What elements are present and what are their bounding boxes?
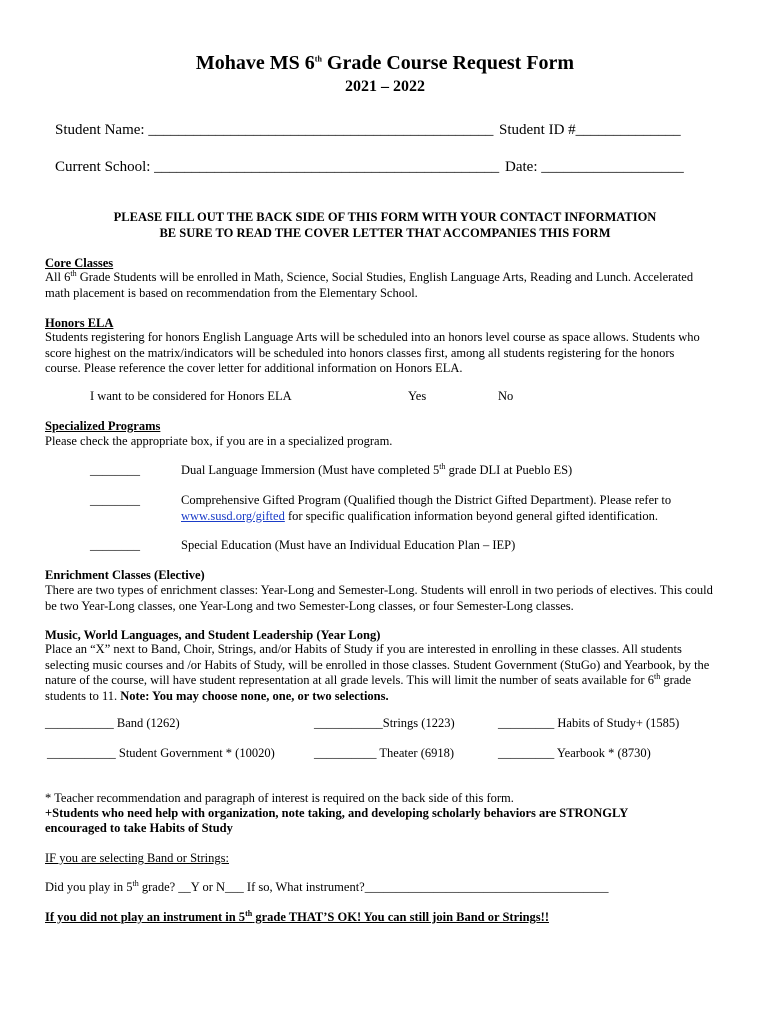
band-option[interactable]: ___________ Band (1262) xyxy=(45,716,180,730)
habits-footnote-line-1: +Students who need help with organization, note taking, and developing scholarly behaviors are STRONGLY xyxy=(45,806,629,820)
honors-question: I want to be considered for Honors ELA xyxy=(90,389,292,403)
student-name-field[interactable]: Student Name: ______________________________________________ xyxy=(55,122,494,138)
notice-line-1: PLEASE FILL OUT THE BACK SIDE OF THIS FORM WITH YOUR CONTACT INFORMATION xyxy=(113,210,657,224)
honors-ela-text: Students registering for honors English Language Arts will be scheduled into an honors level course as space allows. Students who score highest on the matrix/indicators will be scheduled into honors classes first, among all students registering for the honors course. Please reference the cover letter for additional information on Honors ELA. xyxy=(45,330,700,375)
theater-option[interactable]: __________ Theater (6918) xyxy=(314,746,455,760)
habits-option[interactable]: _________ Habits of Study+ (1585) xyxy=(498,716,680,730)
instrument-question[interactable]: Did you play in 5th grade? __Y or N___ If so, What instrument?_______________________________________ xyxy=(45,878,609,894)
gifted-blank[interactable]: ________ xyxy=(90,493,140,507)
music-text: Place an “X” next to Band, Choir, Strings, and/or Habits of Study if you are interested in enrolling in these classes. All students selecting music courses and /or Habits of Study, will be enrolled in those classes. Student Government (StuGo) and Yearbook, by the nature of the course, will have student representation at all grade levels. This will limit the number of seats available for 6th grade students to 11. Note: You may choose none, one, or two selections. xyxy=(45,642,710,703)
sped-blank[interactable]: ________ xyxy=(90,538,140,552)
habits-footnote-line-2: encouraged to take Habits of Study xyxy=(45,821,233,835)
school-year: 2021 – 2022 xyxy=(345,78,425,95)
dli-option: Dual Language Immersion (Must have completed 5th grade DLI at Pueblo ES) xyxy=(181,461,573,477)
enrichment-heading: Enrichment Classes (Elective) xyxy=(45,568,205,582)
stugo-option[interactable]: ___________ Student Government * (10020) xyxy=(47,746,275,760)
honors-no-option[interactable]: No xyxy=(498,389,514,403)
sped-option: Special Education (Must have an Individual Education Plan – IEP) xyxy=(181,538,516,552)
gifted-link[interactable]: www.susd.org/gifted xyxy=(181,508,285,523)
notice-line-2: BE SURE TO READ THE COVER LETTER THAT ACCOMPANIES THIS FORM xyxy=(159,226,611,240)
honors-yes-option[interactable]: Yes xyxy=(408,389,427,403)
specialized-programs-heading: Specialized Programs xyxy=(45,419,161,433)
current-school-field[interactable]: Current School: ______________________________________________ xyxy=(55,159,500,175)
student-id-field[interactable]: Student ID #______________ xyxy=(499,122,681,138)
core-classes-heading: Core Classes xyxy=(45,256,114,270)
dli-blank[interactable]: ________ xyxy=(90,463,140,477)
strings-option[interactable]: ___________Strings (1223) xyxy=(314,716,455,730)
core-classes-text: All 6th Grade Students will be enrolled in Math, Science, Social Studies, English Language Arts, Reading and Lunch. Accelerated math placement is based on recommendation from the Elementary School. xyxy=(45,268,694,300)
honors-ela-heading: Honors ELA xyxy=(45,316,114,330)
closing-note: If you did not play an instrument in 5th grade THAT’S OK! You can still join Band or Strings!! xyxy=(45,908,549,924)
enrichment-text: There are two types of enrichment classes: Year-Long and Semester-Long. Students will enroll in two periods of electives. This could be two Year-Long classes, one Year-Long and two Semester-Long classes, or four Semester-Long classes. xyxy=(45,583,713,613)
music-heading: Music, World Languages, and Student Leadership (Year Long) xyxy=(45,628,381,642)
date-field[interactable]: Date: ___________________ xyxy=(505,159,684,175)
gifted-option: Comprehensive Gifted Program (Qualified though the District Gifted Department). Please refer to www.susd.org/gifted for specific qualification information beyond general gifted identification. xyxy=(181,493,672,523)
page-title: Mohave MS 6th Grade Course Request Form xyxy=(195,52,575,74)
teacher-footnote: * Teacher recommendation and paragraph of interest is required on the back side of this form. xyxy=(45,791,514,805)
yearbook-option[interactable]: _________ Yearbook * (8730) xyxy=(498,746,651,760)
band-strings-heading: IF you are selecting Band or Strings: xyxy=(45,851,229,865)
specialized-programs-intro: Please check the appropriate box, if you are in a specialized program. xyxy=(45,434,393,448)
